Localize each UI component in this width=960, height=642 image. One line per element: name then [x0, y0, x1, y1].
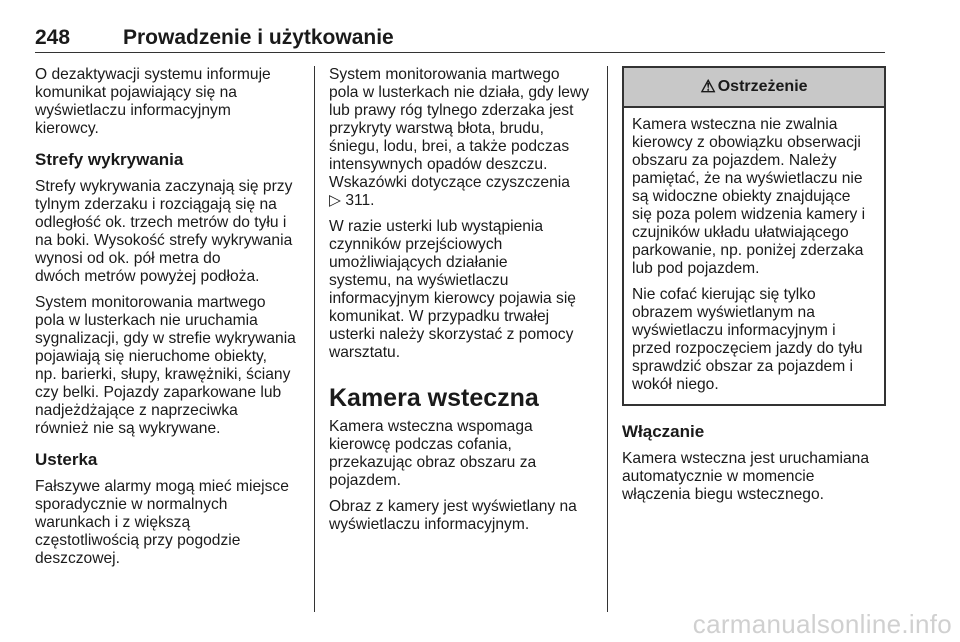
section-heading-camera: Kamera wsteczna	[329, 384, 539, 412]
warning-box	[622, 66, 886, 406]
column-1	[35, 66, 299, 576]
paragraph: Obraz z kamery jest wyświetlany na wyświetlaczu informacyjnym.	[329, 498, 577, 533]
paragraph: O dezaktywacji systemu informuje komunikat pojawiający się na wyświetlaczu informacyjnym kierowcy.	[35, 66, 271, 137]
paragraph: Fałszywe alarmy mogą mieć miejsce sporadycznie w normalnych warunkach i z większą częstotliwością przy pogodzie deszczowej.	[35, 478, 289, 567]
warning-triangle-icon: ⚠	[700, 77, 716, 96]
paragraph: System monitorowania martwego pola w lusterkach nie uruchamia sygnalizacji, gdy w strefie wykrywania pojawiają się nieruchome obiekty, np. barierki, słupy, krawężniki, ściany czy belki. Pojazdy zaparkowane lub nadjeżdżające z naprzeciwka również nie są wykrywane.	[35, 294, 296, 437]
page-number: 248	[35, 26, 71, 49]
column-2	[329, 66, 593, 542]
section-heading-zones: Strefy wykrywania	[35, 150, 184, 169]
column-divider	[607, 66, 608, 612]
paragraph: W razie usterki lub wystąpienia czynników przejściowych umożliwiających działanie systemu, na wyświetlaczu informacyjnym kierowcy pojawia się komunikat. W przypadku trwałej usterki należy skorzystać z pomocy warsztatu.	[329, 218, 576, 361]
warning-title: Ostrzeżenie	[717, 78, 808, 95]
paragraph: Kamera wsteczna wspomaga kierowcę podczas cofania, przekazując obraz obszaru za pojazdem.	[329, 418, 537, 489]
paragraph: Strefy wykrywania zaczynają się przy tylnym zderzaku i rozciągają się na odległość ok. trzech metrów do tyłu i na boki. Wysokość strefy wykrywania wynosi od ok. pół metra do dwóch metrów powyżej podłoża.	[35, 178, 293, 285]
paragraph: Kamera wsteczna nie zwalnia kierowcy z obowiązku obserwacji obszaru za pojazdem. Należy pamiętać, że na wyświetlaczu nie są widoczne obiekty znajdujące się poza polem widzenia kamery i czujników układu ułatwiającego parkowanie, np. poniżej zderzaka lub pod pojazdem.	[632, 116, 866, 277]
page-title: Prowadzenie i użytkowanie	[123, 26, 394, 49]
warning-header	[624, 68, 884, 108]
paragraph: Nie cofać kierując się tylko obrazem wyświetlanym na wyświetlaczu informacyjnym i przed rozpoczęciem jazdy do tyłu sprawdzić obszar za pojazdem i wokół niego.	[632, 286, 863, 393]
column-3	[622, 66, 886, 512]
section-heading-fault: Usterka	[35, 450, 98, 469]
paragraph: Kamera wsteczna jest uruchamiana automatycznie w momencie włączenia biegu wstecznego.	[622, 450, 870, 503]
section-heading-enable: Włączanie	[622, 422, 705, 441]
page-header	[35, 22, 885, 53]
warning-body	[624, 108, 884, 404]
watermark: carmanualsonline.info	[692, 609, 952, 639]
paragraph: System monitorowania martwego pola w lusterkach nie działa, gdy lewy lub prawy róg tylnego zderzaka jest przykryty warstwą błota, brudu, śniegu, lodu, brei, a także podczas intensywnych opadów deszczu. Wskazówki dotyczące czyszczenia ▷ 311.	[329, 66, 590, 209]
column-divider	[314, 66, 315, 612]
